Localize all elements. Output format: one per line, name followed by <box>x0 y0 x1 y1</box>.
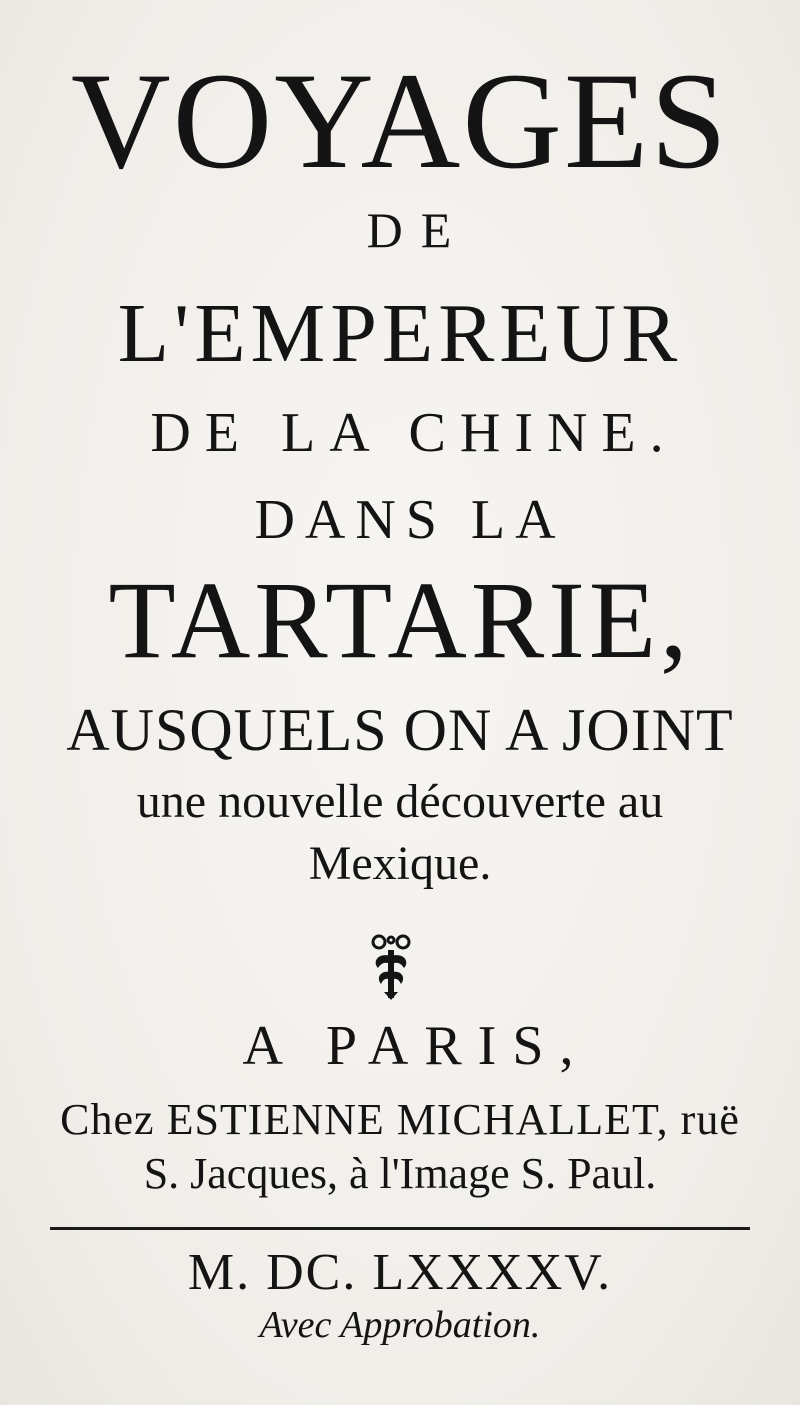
book-title: VOYAGES <box>70 44 730 197</box>
title-tartarie: TARTARIE, <box>108 559 692 681</box>
title-empereur: L'EMPEREUR <box>117 287 683 380</box>
fleuron-ornament-icon <box>366 932 416 1002</box>
subtitle-line-1: une nouvelle découverte au <box>136 775 664 828</box>
divider-rule <box>50 1227 750 1230</box>
title-de: DE <box>366 202 470 258</box>
publisher-line-1: Chez ESTIENNE MICHALLET, ruë <box>60 1095 740 1144</box>
imprint-year: M. DC. LXXXXV. <box>187 1244 613 1301</box>
publisher-line-2: S. Jacques, à l'Image S. Paul. <box>143 1149 657 1198</box>
subtitle-line-2: Mexique. <box>308 837 492 890</box>
title-ausquels: AUSQUELS ON A JOINT <box>66 697 734 763</box>
title-chine: DE LA CHINE. <box>150 402 678 464</box>
approbation-note: Avec Approbation. <box>259 1304 541 1346</box>
imprint-place: A PARIS, <box>242 1015 590 1077</box>
title-dans-la: DANS LA <box>254 489 566 551</box>
